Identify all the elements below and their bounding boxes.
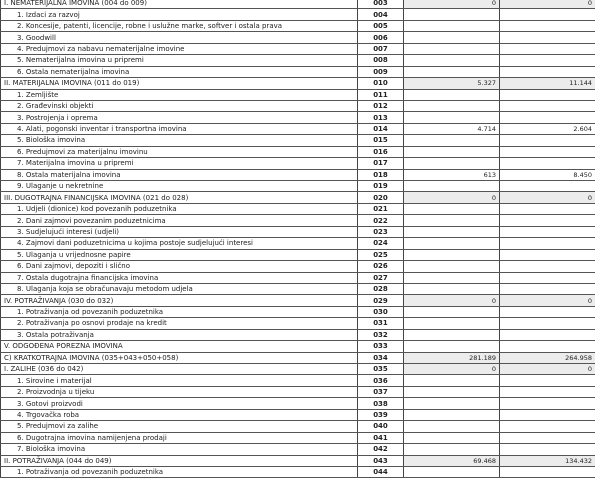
previous-year-value: 0 <box>404 192 500 203</box>
table-row <box>1 135 595 146</box>
current-year-value <box>500 181 595 192</box>
aop-code: 022 <box>358 215 404 226</box>
previous-year-value <box>404 466 500 477</box>
row-label: 1. Potraživanja od povezanih poduzetnika <box>1 306 358 317</box>
previous-year-value <box>404 135 500 146</box>
current-year-value <box>500 238 595 249</box>
previous-year-value <box>404 43 500 54</box>
table-row <box>1 261 595 272</box>
row-label: 7. Materijalna imovina u pripremi <box>1 158 358 169</box>
previous-year-value <box>404 261 500 272</box>
table-row <box>1 169 595 180</box>
row-label: 3. Sudjelujući interesi (udjeli) <box>1 226 358 237</box>
row-label: 2. Dani zajmovi povezanim poduzetnicima <box>1 215 358 226</box>
current-year-value <box>500 283 595 294</box>
previous-year-value <box>404 203 500 214</box>
row-label: 4. Alati, pogonski inventar i transportna imovina <box>1 123 358 134</box>
table-row <box>1 146 595 157</box>
aop-code: 010 <box>358 78 404 89</box>
aop-code: 019 <box>358 181 404 192</box>
table-row <box>1 0 595 9</box>
current-year-value <box>500 135 595 146</box>
current-year-value <box>500 226 595 237</box>
previous-year-value <box>404 158 500 169</box>
previous-year-value: 0 <box>404 364 500 375</box>
previous-year-value <box>404 112 500 123</box>
current-year-value: 0 <box>500 0 595 9</box>
table-row <box>1 66 595 77</box>
row-label: 8. Ostala materijalna imovina <box>1 169 358 180</box>
current-year-value <box>500 318 595 329</box>
aop-code: 042 <box>358 444 404 455</box>
previous-year-value <box>404 32 500 43</box>
table-row <box>1 386 595 397</box>
row-label: 4. Predujmovi za nabavu nematerijalne imovine <box>1 43 358 54</box>
previous-year-value <box>404 398 500 409</box>
current-year-value <box>500 43 595 54</box>
previous-year-value <box>404 306 500 317</box>
table-row <box>1 100 595 111</box>
current-year-value <box>500 398 595 409</box>
table-row <box>1 352 595 363</box>
previous-year-value: 0 <box>404 0 500 9</box>
aop-code: 005 <box>358 20 404 31</box>
aop-code: 023 <box>358 226 404 237</box>
row-label: I. ZALIHE (036 do 042) <box>1 364 358 375</box>
previous-year-value <box>404 341 500 352</box>
previous-year-value: 5.327 <box>404 78 500 89</box>
aop-code: 027 <box>358 272 404 283</box>
previous-year-value: 69.468 <box>404 455 500 466</box>
table-row <box>1 158 595 169</box>
previous-year-value <box>404 283 500 294</box>
table-row <box>1 295 595 306</box>
current-year-value <box>500 32 595 43</box>
previous-year-value <box>404 409 500 420</box>
previous-year-value <box>404 55 500 66</box>
current-year-value <box>500 375 595 386</box>
aop-code: 012 <box>358 100 404 111</box>
table-row <box>1 89 595 100</box>
aop-code: 041 <box>358 432 404 443</box>
table-row <box>1 421 595 432</box>
current-year-value <box>500 215 595 226</box>
aop-code: 030 <box>358 306 404 317</box>
aop-code: 011 <box>358 89 404 100</box>
previous-year-value <box>404 386 500 397</box>
current-year-value <box>500 20 595 31</box>
table-row <box>1 43 595 54</box>
aop-code: 004 <box>358 9 404 20</box>
row-label: 6. Ostala nematerijalna imovina <box>1 66 358 77</box>
balance-sheet-body <box>1 0 595 478</box>
row-label: 3. Postrojenja i oprema <box>1 112 358 123</box>
aop-code: 008 <box>358 55 404 66</box>
current-year-value: 134.432 <box>500 455 595 466</box>
row-label: C) KRATKOTRAJNA IMOVINA (035+043+050+058) <box>1 352 358 363</box>
row-label: 2. Potraživanja po osnovi prodaje na kredit <box>1 318 358 329</box>
row-label: 5. Predujmovi za zalihe <box>1 421 358 432</box>
table-row <box>1 272 595 283</box>
aop-code: 040 <box>358 421 404 432</box>
table-row <box>1 364 595 375</box>
previous-year-value <box>404 432 500 443</box>
previous-year-value: 613 <box>404 169 500 180</box>
current-year-value: 8.450 <box>500 169 595 180</box>
table-row <box>1 32 595 43</box>
previous-year-value <box>404 215 500 226</box>
current-year-value <box>500 432 595 443</box>
table-row <box>1 20 595 31</box>
row-label: V. ODGOĐENA POREZNA IMOVINA <box>1 341 358 352</box>
current-year-value <box>500 89 595 100</box>
aop-code: 028 <box>358 283 404 294</box>
table-row <box>1 226 595 237</box>
row-label: 2. Koncesije, patenti, licencije, robne i uslužne marke, softver i ostala prava <box>1 20 358 31</box>
row-label: 1. Udjeli (dionice) kod povezanih poduzetnika <box>1 203 358 214</box>
table-row <box>1 283 595 294</box>
table-row <box>1 78 595 89</box>
aop-code: 018 <box>358 169 404 180</box>
table-row <box>1 55 595 66</box>
current-year-value <box>500 261 595 272</box>
current-year-value <box>500 66 595 77</box>
row-label: 4. Trgovačka roba <box>1 409 358 420</box>
table-row <box>1 249 595 260</box>
current-year-value <box>500 158 595 169</box>
row-label: 3. Goodwill <box>1 32 358 43</box>
row-label: II. MATERIJALNA IMOVINA (011 do 019) <box>1 78 358 89</box>
previous-year-value <box>404 146 500 157</box>
current-year-value <box>500 386 595 397</box>
current-year-value <box>500 409 595 420</box>
aop-code: 003 <box>358 0 404 9</box>
current-year-value <box>500 306 595 317</box>
previous-year-value <box>404 329 500 340</box>
row-label: 5. Ulaganja u vrijednosne papire <box>1 249 358 260</box>
aop-code: 038 <box>358 398 404 409</box>
current-year-value <box>500 55 595 66</box>
aop-code: 015 <box>358 135 404 146</box>
current-year-value <box>500 146 595 157</box>
row-label: I. NEMATERIJALNA IMOVINA (004 do 009) <box>1 0 358 9</box>
row-label: 6. Dani zajmovi, depoziti i slično <box>1 261 358 272</box>
aop-code: 021 <box>358 203 404 214</box>
previous-year-value <box>404 9 500 20</box>
aop-code: 013 <box>358 112 404 123</box>
aop-code: 017 <box>358 158 404 169</box>
current-year-value: 0 <box>500 295 595 306</box>
table-row <box>1 398 595 409</box>
previous-year-value <box>404 66 500 77</box>
row-label: 5. Biološka imovina <box>1 135 358 146</box>
aop-code: 039 <box>358 409 404 420</box>
table-row <box>1 329 595 340</box>
previous-year-value <box>404 238 500 249</box>
previous-year-value <box>404 100 500 111</box>
previous-year-value <box>404 444 500 455</box>
row-label: 5. Nematerijalna imovina u pripremi <box>1 55 358 66</box>
row-label: 8. Ulaganja koja se obračunavaju metodom udjela <box>1 283 358 294</box>
aop-code: 032 <box>358 329 404 340</box>
table-row <box>1 444 595 455</box>
aop-code: 016 <box>358 146 404 157</box>
row-label: 2. Proizvodnja u tijeku <box>1 386 358 397</box>
row-label: 1. Sirovine i materijal <box>1 375 358 386</box>
aop-code: 033 <box>358 341 404 352</box>
table-row <box>1 192 595 203</box>
table-row <box>1 238 595 249</box>
table-row <box>1 215 595 226</box>
aop-code: 007 <box>358 43 404 54</box>
aop-code: 034 <box>358 352 404 363</box>
row-label: 3. Gotovi proizvodi <box>1 398 358 409</box>
table-row <box>1 318 595 329</box>
table-row <box>1 432 595 443</box>
aop-code: 009 <box>358 66 404 77</box>
aop-code: 006 <box>358 32 404 43</box>
aop-code: 024 <box>358 238 404 249</box>
current-year-value <box>500 341 595 352</box>
current-year-value <box>500 444 595 455</box>
table-row <box>1 112 595 123</box>
previous-year-value <box>404 89 500 100</box>
row-label: III. DUGOTRAJNA FINANCIJSKA IMOVINA (021 do 028) <box>1 192 358 203</box>
row-label: II. POTRAŽIVANJA (044 do 049) <box>1 455 358 466</box>
table-row <box>1 306 595 317</box>
table-row <box>1 203 595 214</box>
previous-year-value: 4.714 <box>404 123 500 134</box>
aop-code: 043 <box>358 455 404 466</box>
table-row <box>1 123 595 134</box>
previous-year-value <box>404 421 500 432</box>
current-year-value <box>500 272 595 283</box>
current-year-value: 0 <box>500 192 595 203</box>
table-row <box>1 409 595 420</box>
aop-code: 025 <box>358 249 404 260</box>
current-year-value <box>500 421 595 432</box>
table-row <box>1 9 595 20</box>
table-row <box>1 455 595 466</box>
row-label: 7. Ostala dugotrajna financijska imovina <box>1 272 358 283</box>
row-label: IV. POTRAŽIVANJA (030 do 032) <box>1 295 358 306</box>
current-year-value <box>500 100 595 111</box>
current-year-value <box>500 203 595 214</box>
previous-year-value <box>404 249 500 260</box>
previous-year-value <box>404 375 500 386</box>
current-year-value: 11.144 <box>500 78 595 89</box>
previous-year-value <box>404 181 500 192</box>
aop-code: 044 <box>358 466 404 477</box>
aop-code: 035 <box>358 364 404 375</box>
row-label: 7. Biološka imovina <box>1 444 358 455</box>
previous-year-value: 0 <box>404 295 500 306</box>
table-row <box>1 341 595 352</box>
row-label: 1. Potraživanja od povezanih poduzetnika <box>1 466 358 477</box>
row-label: 1. Zemljište <box>1 89 358 100</box>
row-label: 4. Zajmovi dani poduzetnicima u kojima postoje sudjelujući interesi <box>1 238 358 249</box>
table-row <box>1 181 595 192</box>
current-year-value: 0 <box>500 364 595 375</box>
current-year-value <box>500 112 595 123</box>
previous-year-value: 281.189 <box>404 352 500 363</box>
current-year-value <box>500 466 595 477</box>
row-label: 3. Ostala potraživanja <box>1 329 358 340</box>
aop-code: 014 <box>358 123 404 134</box>
aop-code: 036 <box>358 375 404 386</box>
row-label: 2. Građevinski objekti <box>1 100 358 111</box>
aop-code: 020 <box>358 192 404 203</box>
current-year-value <box>500 329 595 340</box>
aop-code: 031 <box>358 318 404 329</box>
previous-year-value <box>404 226 500 237</box>
aop-code: 037 <box>358 386 404 397</box>
row-label: 1. Izdaci za razvoj <box>1 9 358 20</box>
aop-code: 026 <box>358 261 404 272</box>
row-label: 6. Predujmovi za materijalnu imovinu <box>1 146 358 157</box>
table-row <box>1 375 595 386</box>
aop-code: 029 <box>358 295 404 306</box>
previous-year-value <box>404 318 500 329</box>
table-row <box>1 466 595 477</box>
previous-year-value <box>404 272 500 283</box>
current-year-value: 2.604 <box>500 123 595 134</box>
current-year-value <box>500 249 595 260</box>
row-label: 6. Dugotrajna imovina namijenjena prodaji <box>1 432 358 443</box>
current-year-value: 264.958 <box>500 352 595 363</box>
current-year-value <box>500 9 595 20</box>
previous-year-value <box>404 20 500 31</box>
row-label: 9. Ulaganje u nekretnine <box>1 181 358 192</box>
